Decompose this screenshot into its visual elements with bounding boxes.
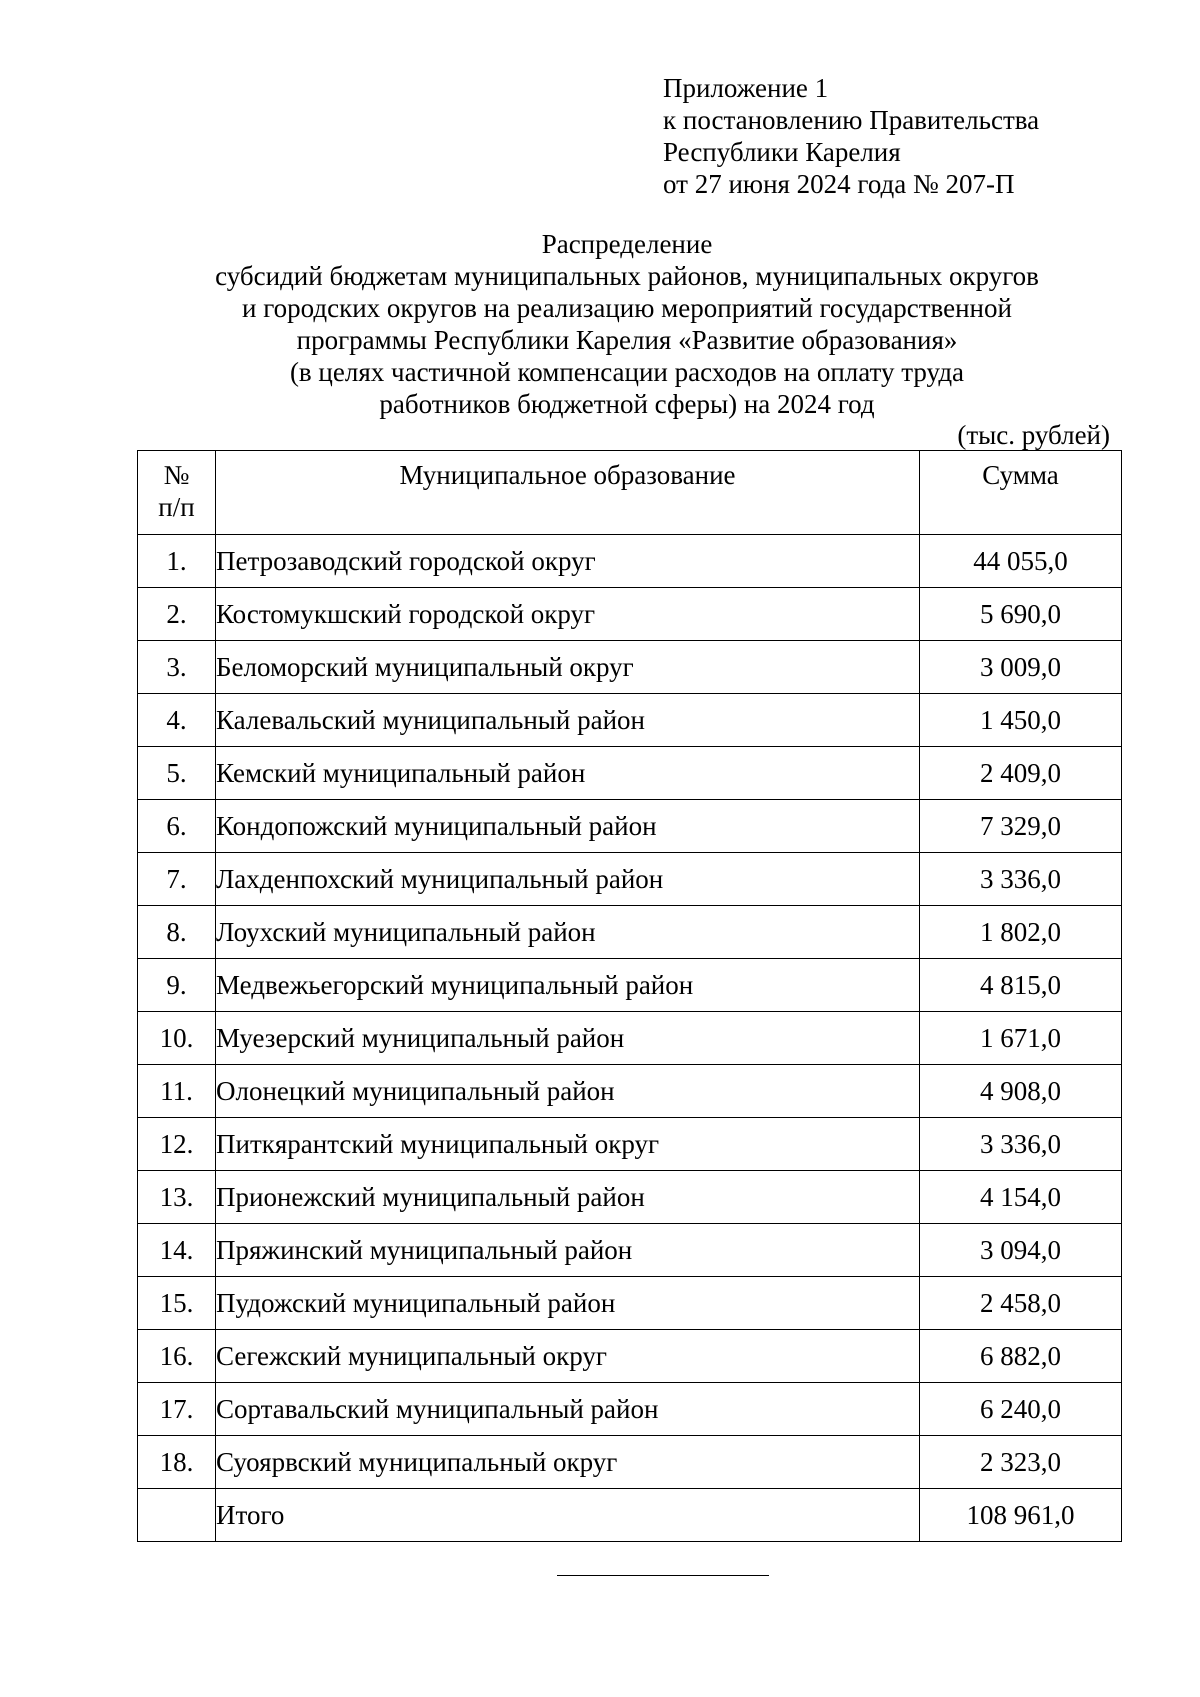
row-sum: 3 094,0 <box>920 1224 1122 1277</box>
row-sum: 1 450,0 <box>920 694 1122 747</box>
row-municipality: Беломорский муниципальный округ <box>216 641 920 694</box>
row-municipality: Питкярантский муниципальный округ <box>216 1118 920 1171</box>
row-sum: 3 336,0 <box>920 853 1122 906</box>
table-body <box>138 535 1122 1542</box>
table-row <box>138 1012 1122 1065</box>
table-row <box>138 959 1122 1012</box>
row-sum: 108 961,0 <box>920 1489 1122 1542</box>
appendix-date-number: от 27 июня 2024 года № 207-П <box>663 169 1015 199</box>
row-number: 9. <box>138 959 216 1012</box>
table-row <box>138 588 1122 641</box>
row-sum: 2 323,0 <box>920 1436 1122 1489</box>
total-row <box>138 1489 1122 1542</box>
row-sum: 4 815,0 <box>920 959 1122 1012</box>
row-number: 15. <box>138 1277 216 1330</box>
row-number: 10. <box>138 1012 216 1065</box>
table-row <box>138 1277 1122 1330</box>
row-sum: 3 336,0 <box>920 1118 1122 1171</box>
header-number-abbr: п/п <box>158 492 195 522</box>
table-row <box>138 1171 1122 1224</box>
row-number: 6. <box>138 800 216 853</box>
table-row <box>138 694 1122 747</box>
title-line: работников бюджетной сферы) на 2024 год <box>379 389 875 419</box>
row-number: 2. <box>138 588 216 641</box>
table-row <box>138 1330 1122 1383</box>
table-row <box>138 1065 1122 1118</box>
table-row <box>138 800 1122 853</box>
row-municipality: Сегежский муниципальный округ <box>216 1330 920 1383</box>
row-sum: 44 055,0 <box>920 535 1122 588</box>
appendix-line: Приложение 1 <box>663 73 829 103</box>
units-label: (тыс. рублей) <box>957 420 1110 450</box>
table-row <box>138 641 1122 694</box>
row-municipality: Итого <box>216 1489 920 1542</box>
row-municipality: Сортавальский муниципальный район <box>216 1383 920 1436</box>
title-line: программы Республики Карелия «Развитие образования» <box>296 325 958 355</box>
end-divider <box>557 1575 769 1576</box>
row-municipality: Муезерский муниципальный район <box>216 1012 920 1065</box>
row-municipality: Пудожский муниципальный район <box>216 1277 920 1330</box>
title-line: (в целях частичной компенсации расходов на оплату труда <box>289 357 965 387</box>
header-number <box>138 451 216 535</box>
row-sum: 2 409,0 <box>920 747 1122 800</box>
row-number: 18. <box>138 1436 216 1489</box>
row-municipality: Калевальский муниципальный район <box>216 694 920 747</box>
row-municipality: Лахденпохский муниципальный район <box>216 853 920 906</box>
row-number: 4. <box>138 694 216 747</box>
row-municipality: Кондопожский муниципальный район <box>216 800 920 853</box>
row-sum: 7 329,0 <box>920 800 1122 853</box>
distribution-table <box>137 450 1122 1542</box>
row-municipality: Прионежский муниципальный район <box>216 1171 920 1224</box>
row-sum: 1 802,0 <box>920 906 1122 959</box>
table-row <box>138 1224 1122 1277</box>
table-row <box>138 1436 1122 1489</box>
table-row <box>138 1118 1122 1171</box>
row-sum: 4 908,0 <box>920 1065 1122 1118</box>
row-number: 8. <box>138 906 216 959</box>
row-municipality: Лоухский муниципальный район <box>216 906 920 959</box>
document-title <box>0 228 1200 420</box>
table-row <box>138 1383 1122 1436</box>
row-number: 17. <box>138 1383 216 1436</box>
title-line: и городских округов на реализацию мероприятий государственной <box>242 293 1012 323</box>
row-municipality: Медвежьегорский муниципальный район <box>216 959 920 1012</box>
table-row <box>138 747 1122 800</box>
row-number: 13. <box>138 1171 216 1224</box>
row-municipality: Кемский муниципальный район <box>216 747 920 800</box>
row-sum: 6 882,0 <box>920 1330 1122 1383</box>
row-number: 3. <box>138 641 216 694</box>
row-number <box>138 1489 216 1542</box>
table-row <box>138 853 1122 906</box>
row-number: 12. <box>138 1118 216 1171</box>
row-municipality: Олонецкий муниципальный район <box>216 1065 920 1118</box>
row-number: 5. <box>138 747 216 800</box>
header-municipality: Муниципальное образование <box>216 451 920 535</box>
row-number: 14. <box>138 1224 216 1277</box>
row-sum: 3 009,0 <box>920 641 1122 694</box>
row-municipality: Суоярвский муниципальный округ <box>216 1436 920 1489</box>
row-municipality: Пряжинский муниципальный район <box>216 1224 920 1277</box>
header-number-sign: № <box>163 460 190 490</box>
row-number: 11. <box>138 1065 216 1118</box>
appendix-line: к постановлению Правительства <box>663 105 1040 135</box>
row-sum: 2 458,0 <box>920 1277 1122 1330</box>
header-sum: Сумма <box>920 451 1122 535</box>
row-sum: 1 671,0 <box>920 1012 1122 1065</box>
row-number: 1. <box>138 535 216 588</box>
row-number: 16. <box>138 1330 216 1383</box>
title-line: субсидий бюджетам муниципальных районов, муниципальных округов <box>215 261 1039 291</box>
title-heading: Распределение <box>541 229 713 259</box>
row-sum: 4 154,0 <box>920 1171 1122 1224</box>
table-row <box>138 906 1122 959</box>
appendix-line: Республики Карелия <box>663 137 901 167</box>
row-number: 7. <box>138 853 216 906</box>
row-sum: 6 240,0 <box>920 1383 1122 1436</box>
table-header-row <box>138 451 1122 535</box>
row-sum: 5 690,0 <box>920 588 1122 641</box>
row-municipality: Петрозаводский городской округ <box>216 535 920 588</box>
appendix-block <box>663 72 1039 200</box>
row-municipality: Костомукшский городской округ <box>216 588 920 641</box>
table-row <box>138 535 1122 588</box>
